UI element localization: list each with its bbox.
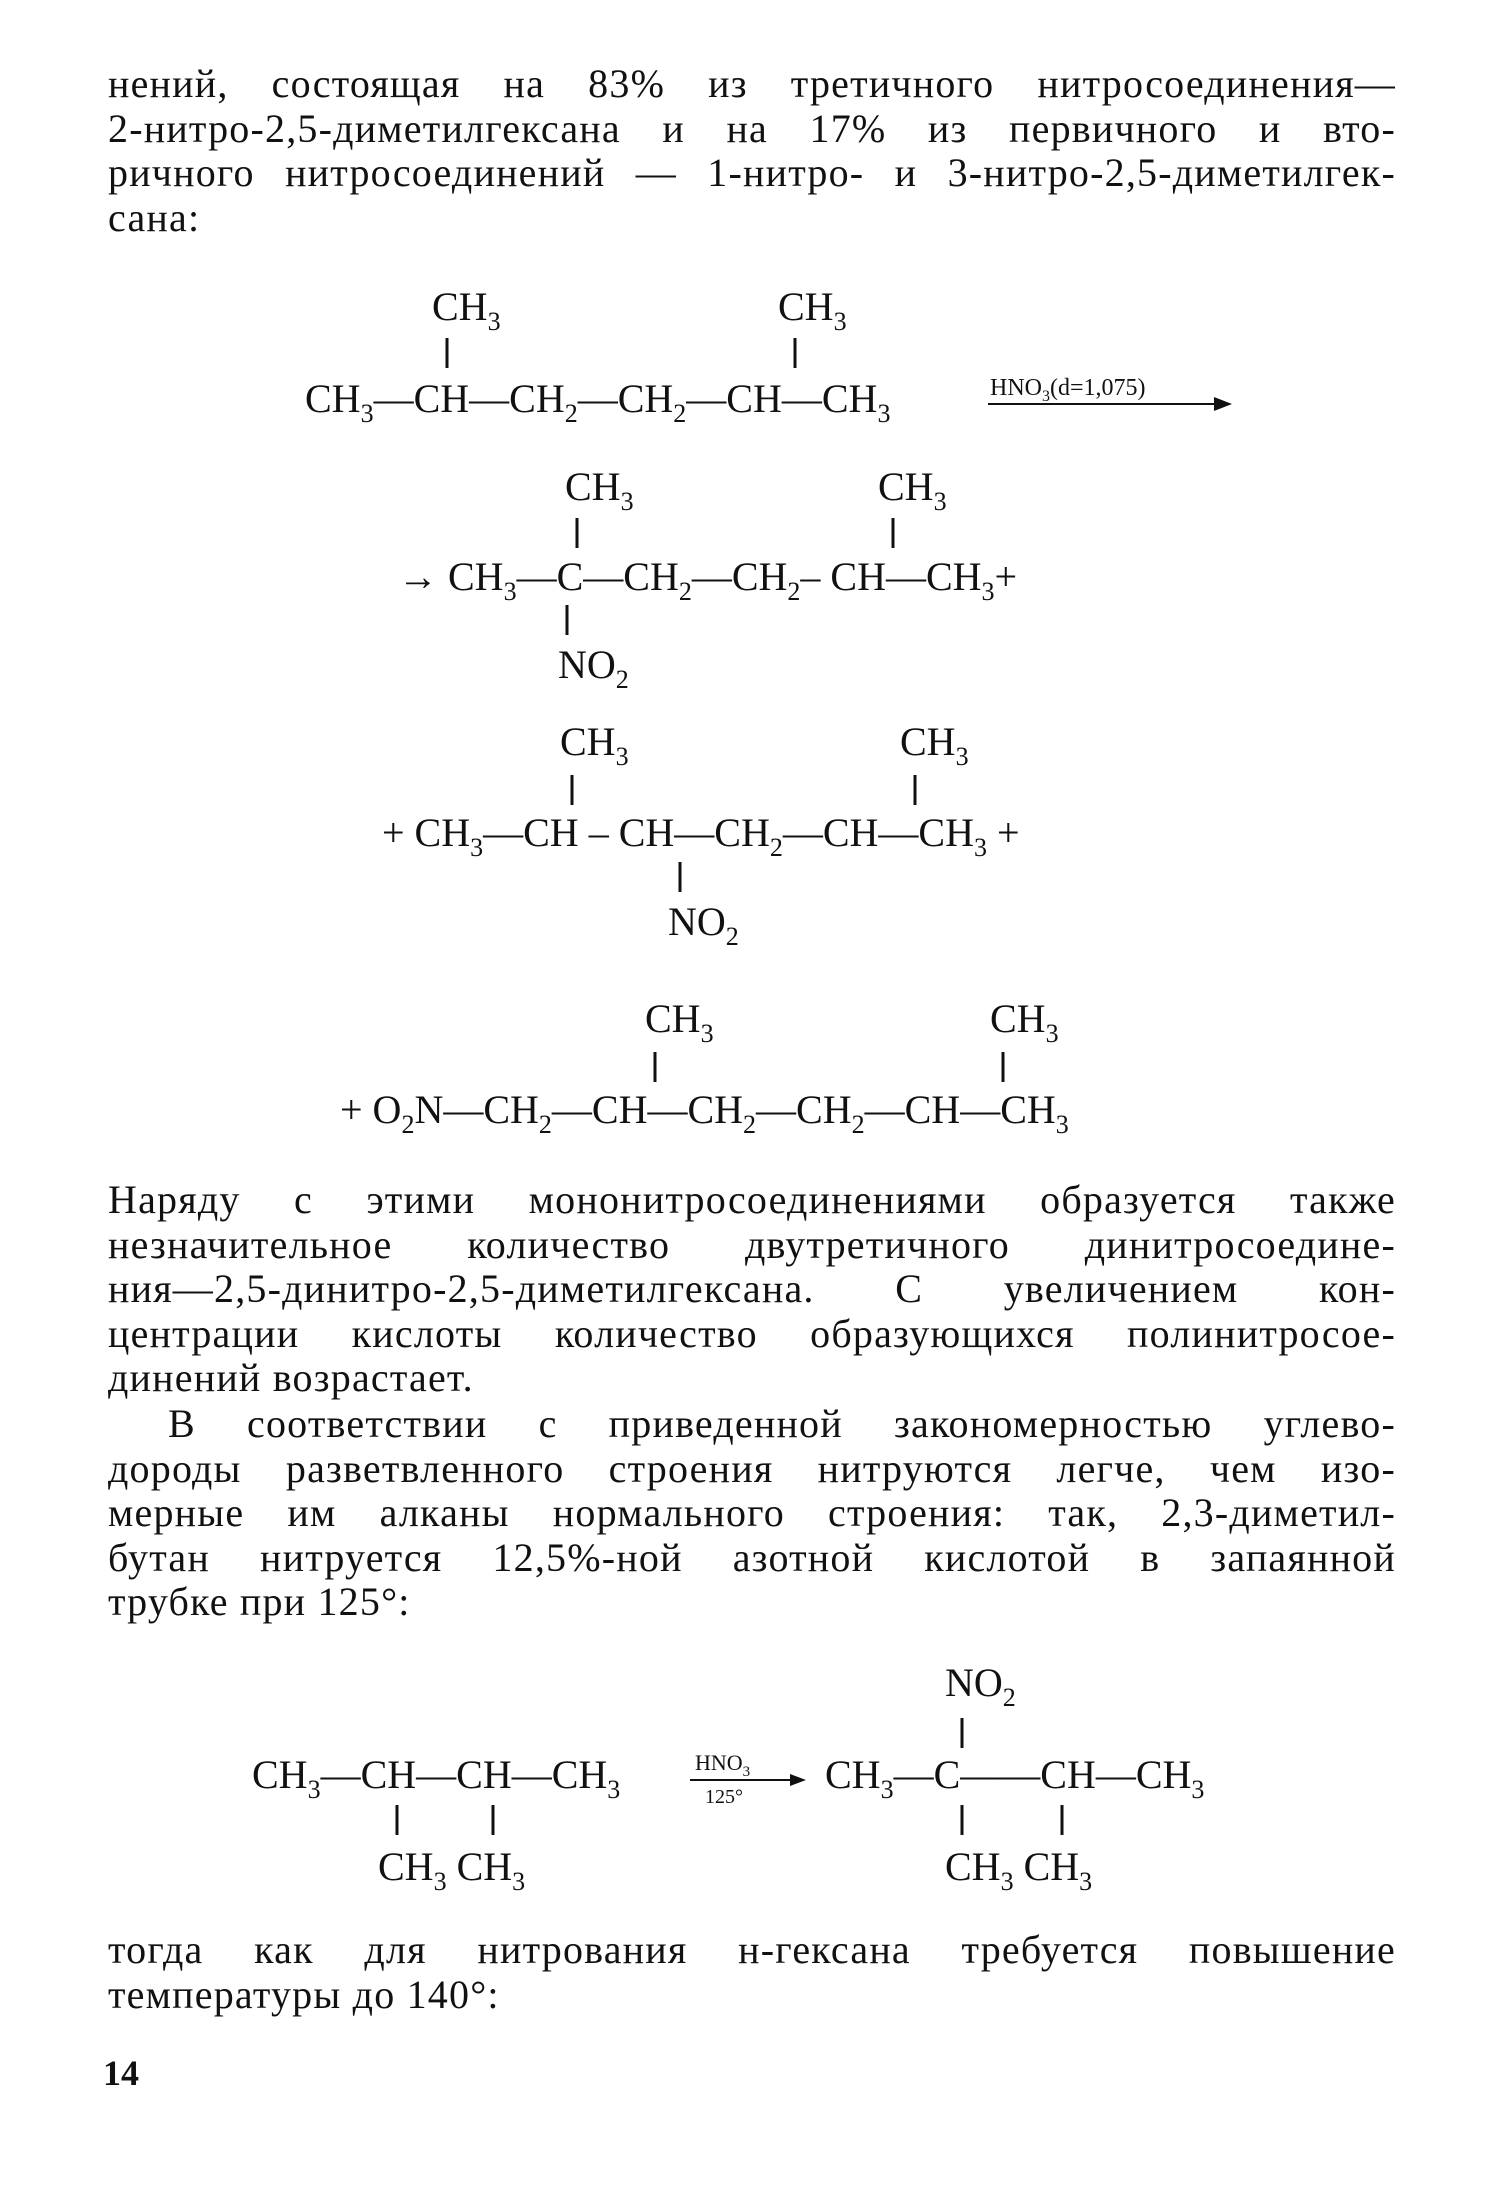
text-line: сана: bbox=[108, 194, 201, 240]
svg-text:CH3 CH3: $CH_3$ $CH_3$ bbox=[378, 1844, 526, 1896]
svg-text:CH3: $CH_3$ bbox=[565, 464, 634, 516]
reagent-nitric-acid-2 bbox=[690, 1750, 806, 1808]
svg-text:→ CH3—C—CH2—CH2– CH—CH3+: → $CH_3—C—CH_2—CH_2-$ $CH—CH_3+$ bbox=[398, 554, 1018, 606]
text-line: мерные им алканы нормального строения: так, 2,3-диметил- bbox=[108, 1490, 1396, 1535]
svg-text:HNO3: $HNO_3$ bbox=[695, 1750, 751, 1780]
formula-3-nitro-2-5-dimethylhexane bbox=[382, 719, 1020, 951]
svg-text:CH3: $CH_3$ bbox=[432, 284, 501, 336]
text-line: ния—2,5-динитро-2,5-диметилгексана. С увеличением кон- bbox=[108, 1266, 1396, 1311]
formula-1-nitro-2-5-dimethylhexane bbox=[340, 996, 1069, 1139]
svg-text:NO2: $NO_2$ bbox=[945, 1660, 1016, 1712]
text-line: нений, состоящая на 83% из третичного нитросоединения— bbox=[108, 61, 1396, 106]
svg-text:CH3—CH—CH—CH3: $CH_3—CH—CH—CH_3$ bbox=[252, 1752, 621, 1804]
text-line: 2-нитро-2,5-диметилгексана и на 17% из первичного и вто- bbox=[108, 105, 1396, 151]
svg-text:+ CH3—CH – CH—CH2—CH—CH3 +: + $CH_3—CH$ – $CH—CH_2—CH—CH_3$ + bbox=[382, 810, 1020, 862]
paragraph-dinitro bbox=[108, 1178, 1396, 1401]
formula-2-nitro-2-5-dimethylhexane bbox=[398, 464, 1017, 694]
formula-2-nitro-2-3-dimethylbutane bbox=[825, 1660, 1204, 1896]
text-line: трубке при 125°: bbox=[108, 1579, 411, 1624]
text-line: дороды разветвленного строения нитруются легче, чем изо- bbox=[108, 1445, 1396, 1491]
page-number: 14 bbox=[103, 2053, 139, 2093]
formula-2-3-dimethylbutane bbox=[252, 1752, 620, 1896]
svg-text:CH3: $CH_3$ bbox=[878, 464, 947, 516]
text-line: В соответствии с приведенной закономерностью углево- bbox=[168, 1401, 1396, 1446]
text-line: бутан нитруется 12,5%-ной азотной кислотой в запаянной bbox=[108, 1534, 1396, 1580]
text-line: температуры до 140°: bbox=[108, 1971, 500, 2017]
formula-2-5-dimethylhexane bbox=[305, 284, 890, 428]
text-line: центрации кислоты количество образующихся полинитросое- bbox=[108, 1310, 1396, 1356]
text-line: динений возрастает. bbox=[108, 1355, 474, 1400]
svg-text:NO2: $NO_2$ bbox=[668, 899, 739, 951]
svg-text:NO2: $NO_2$ bbox=[558, 642, 629, 694]
svg-text:CH3 CH3: $CH_3$ $CH_3$ bbox=[945, 1844, 1093, 1896]
reagent-nitric-acid-1 bbox=[988, 375, 1232, 411]
svg-text:CH3: $CH_3$ bbox=[778, 284, 847, 336]
svg-text:CH3—CH—CH2—CH2—CH—CH3: $CH_3—CH—CH_2—CH_2—CH—CH_3$ bbox=[305, 376, 891, 428]
paragraph-branched bbox=[108, 1402, 1396, 1625]
svg-text:+ O2N—CH2—CH—CH2—CH2—CH—CH3: + $O_2N—CH_2—CH—CH_2—CH_2—CH—CH_3$ bbox=[340, 1087, 1069, 1139]
svg-text:CH3: $CH_3$ bbox=[990, 996, 1059, 1048]
svg-text:CH3: $CH_3$ bbox=[645, 996, 714, 1048]
svg-text:HNO3(d=1,075): $HNO_3(d=1,075)$ bbox=[990, 375, 1146, 405]
svg-text:CH3: $CH_3$ bbox=[900, 719, 969, 771]
paragraph-hexane bbox=[108, 1928, 1396, 2017]
text-line: ричного нитросоединений — 1-нитро- и 3-нитро-2,5-диметилгек- bbox=[108, 150, 1396, 195]
svg-text:CH3: $CH_3$ bbox=[560, 719, 629, 771]
svg-text:CH3—C——CH—CH3: $CH_3—C——CH—CH_3$ bbox=[825, 1752, 1205, 1804]
text-line: тогда как для нитрования н-гексана требуется повышение bbox=[108, 1927, 1396, 1972]
text-line: незначительное количество двутретичного динитросоедине- bbox=[108, 1221, 1396, 1267]
svg-text:125°: 125° bbox=[705, 1786, 743, 1808]
text-line: Наряду с этими мононитросоединениями образуется также bbox=[108, 1177, 1396, 1222]
